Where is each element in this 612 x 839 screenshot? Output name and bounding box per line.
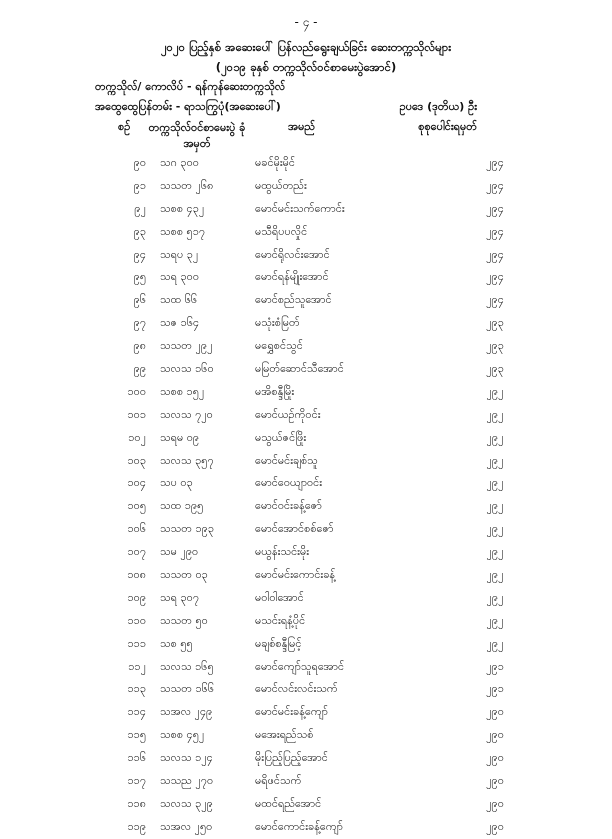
roll-number: သသတ ၂၉၂ — [160, 339, 213, 353]
roll-number: သလသ ၁၆၅ — [160, 659, 214, 673]
row-number: ၉၂ — [134, 201, 146, 215]
row-number: ၁၀၁ — [127, 407, 146, 421]
table-row — [0, 221, 612, 244]
table-row — [0, 358, 612, 381]
total-marks: ၂၉၃ — [486, 362, 504, 376]
table-row — [0, 541, 612, 564]
table-row — [0, 518, 612, 541]
table-row — [0, 289, 612, 312]
row-number: ၉၃ — [133, 224, 146, 238]
total-marks: ၂၉၀ — [486, 728, 504, 742]
row-number: ၁၁၃ — [127, 682, 146, 696]
roll-number: သသတ ၁၉၃ — [160, 522, 215, 536]
roll-number: သသတ ၂၆၈ — [160, 178, 214, 192]
row-number: ၁၀၂ — [128, 430, 146, 444]
student-name: မောင်ဝေယျာဝင်း — [255, 476, 323, 490]
total-marks: ၂၉၀ — [486, 774, 504, 788]
total-marks: ၂၉၂ — [486, 476, 504, 490]
university-line: တက္ကသိုလ်/ ကောလိပ် - ရန်ကုန်ဆေးတက္ကသိုလ် — [95, 80, 286, 93]
student-name: မောင်မင်းကောင်းခန့် — [255, 568, 336, 582]
table-row — [0, 266, 612, 289]
row-number: ၁၀၈ — [127, 568, 146, 582]
total-marks: ၂၉၂ — [486, 430, 504, 444]
document-subtitle: (၂၀၁၉ ခုနှစ် တက္ကသိုလ်ဝင်စာမေးပွဲအောင်) — [215, 60, 397, 74]
student-name: မောင်မင်းသက်ကောင်း — [255, 201, 345, 215]
header-roll-number: တက္ကသိုလ်ဝင်စာမေးပွဲ ခုံအမှတ် — [148, 121, 246, 150]
table-row — [0, 633, 612, 656]
student-name: မအိစန္ဒီမြိုး — [255, 384, 295, 398]
row-number: ၁၁၂ — [128, 659, 146, 673]
row-number: ၁၁၇ — [127, 774, 146, 788]
table-row — [0, 564, 612, 587]
roll-number: သလသ ၁၂၄ — [160, 751, 213, 765]
row-number: ၁၀၄ — [127, 476, 146, 490]
row-number: ၁၁၄ — [127, 705, 146, 719]
total-marks: ၂၉၄ — [486, 270, 504, 284]
table-row — [0, 747, 612, 770]
student-name: မယွန်းသင်းမိုး — [255, 545, 310, 559]
total-marks: ၂၉၂ — [486, 522, 504, 536]
row-number: ၉၆ — [133, 293, 146, 307]
row-number: ၉၇ — [133, 316, 146, 330]
row-number: ၁၀၅ — [127, 499, 146, 513]
total-marks: ၂၉၂ — [486, 384, 504, 398]
roll-number: သစစ ၄၃၂ — [160, 201, 205, 215]
total-marks: ၂၉၁ — [486, 659, 504, 673]
student-name: မောင်ကျော်သူရအောင် — [255, 659, 345, 673]
total-marks: ၂၉၂ — [486, 590, 504, 604]
roll-number: သထ ၆၆ — [160, 293, 198, 307]
table-row — [0, 244, 612, 267]
roll-number: သစစ ၄၅၂ — [160, 728, 205, 742]
student-name: မောင်ရန်မျိုးအောင် — [255, 270, 329, 284]
total-marks: ၂၉၂ — [486, 568, 504, 582]
total-marks: ၂၉၄ — [486, 156, 504, 169]
roll-number: သစ ၅၅ — [160, 636, 193, 650]
total-marks: ၂၉၂ — [486, 453, 504, 467]
table-row — [0, 678, 612, 701]
table-row — [0, 152, 612, 175]
table-row — [0, 312, 612, 335]
roll-number: သသတ ၀၃ — [160, 568, 208, 582]
header-marks: စုစုပေါင်းရမှတ် — [418, 120, 477, 133]
table-row — [0, 335, 612, 358]
student-name: မောင်လင်းလင်းသက် — [255, 682, 338, 696]
table-row — [0, 770, 612, 793]
roll-number: သသတ ၁၆၆ — [160, 682, 215, 696]
student-name: မထွယ်တည်း — [255, 178, 307, 192]
roll-number: သရ ၃၀၇ — [160, 590, 200, 604]
roll-number: သလသ ၃၂၉ — [160, 796, 213, 810]
row-number: ၁၀၉ — [127, 590, 146, 604]
row-number: ၉၈ — [133, 339, 146, 353]
student-name: မောင်မင်းခန့်ကျော် — [255, 705, 328, 719]
total-marks: ၂၉၂ — [486, 545, 504, 559]
student-name: မောင်ယဉ်ကိုဝင်း — [255, 407, 321, 421]
student-name: မရိဖင်သက် — [255, 774, 302, 788]
section-label: ဥပဒေ (ဒုတိယ) ဦး — [399, 100, 477, 113]
row-number: ၁၀၃ — [127, 453, 146, 467]
row-number: ၁၁၉ — [127, 819, 146, 833]
roll-number: သသည ၂၇၀ — [160, 774, 214, 788]
table-row — [0, 793, 612, 816]
page-number: - ၄ - — [294, 15, 318, 29]
student-name: မသင်းရနံ့ပိုင် — [255, 613, 306, 627]
total-marks: ၂၉၄ — [486, 224, 504, 238]
total-marks: ၂၉၂ — [486, 613, 504, 627]
row-number: ၁၀၇ — [127, 545, 146, 559]
document-title: ၂၀၂၀ ပြည့်နှစ် အဆေးပေါ် ပြန်လည်ရွေးချယ်ခြင်း ဆေးတက္ကသိုလ်များ — [160, 40, 452, 54]
roll-number: သလသ ၇၂၀ — [160, 407, 213, 421]
roll-number: သအလ ၂၄၉ — [160, 705, 213, 719]
table-row — [0, 495, 612, 518]
student-name: မထင်ရည်အောင် — [255, 796, 322, 810]
total-marks: ၂၉၃ — [486, 316, 504, 330]
student-name: မောင်ကောင်းခန့်ကျော် — [255, 819, 343, 833]
roll-number: သသတ ၅၀ — [160, 613, 208, 627]
roll-number: သရ ၃၀၀ — [160, 270, 200, 284]
row-number: ၉၄ — [133, 247, 146, 261]
student-name: မောင်စည်သူအောင် — [255, 293, 332, 307]
student-name: မသီရိပပလှိုင် — [255, 224, 308, 238]
row-number: ၁၁၁ — [127, 636, 146, 650]
student-name: မရွှေစင်သွင် — [255, 339, 303, 353]
total-marks: ၂၉၄ — [486, 201, 504, 215]
roll-number: သမ ၂၉၀ — [160, 545, 199, 559]
roll-number: သဂ ၃၀၀ — [160, 156, 199, 169]
roll-number: သဇ ၁၆၄ — [160, 316, 200, 330]
roll-number: သထ ၁၉၅ — [160, 499, 204, 513]
table-row — [0, 656, 612, 679]
student-name: မအေးရည်သစ် — [255, 728, 314, 742]
total-marks: ၂၉၀ — [486, 705, 504, 719]
table-row — [0, 610, 612, 633]
row-number: ၁၀၀ — [127, 384, 146, 398]
table-row — [0, 587, 612, 610]
row-number: ၁၁၈ — [127, 796, 146, 810]
row-number: ၁၀၆ — [127, 522, 146, 536]
row-number: ၉၅ — [133, 270, 146, 284]
student-name: မောင်အောင်စစ်ဇော် — [255, 522, 334, 536]
table-row — [0, 381, 612, 404]
roll-number: သရမ ၀၉ — [160, 430, 200, 444]
table-row — [0, 816, 612, 839]
student-name: မောင်ဝင်းခန့်ဇော် — [255, 499, 322, 513]
roll-number: သရပ ၃၂ — [160, 247, 199, 261]
row-number: ၁၁၆ — [127, 751, 146, 765]
student-name: မဝါဝါအောင် — [255, 590, 304, 604]
roll-number: သလသ ၃၅၇ — [160, 453, 214, 467]
student-name: မသွယ်ဇင်ဖြိုး — [255, 430, 307, 444]
total-marks: ၂၉၀ — [486, 796, 504, 810]
roll-number: သပ ၀၃ — [160, 476, 193, 490]
table-row — [0, 472, 612, 495]
table-row — [0, 404, 612, 427]
student-name: မောင်ရိုလင်းအောင် — [255, 247, 330, 261]
student-name: မသုံးစံမြတ် — [255, 316, 300, 330]
roll-number: သလသ ၁၆၀ — [160, 362, 214, 376]
total-marks: ၂၉၀ — [486, 751, 504, 765]
header-number: စဉ် — [118, 120, 131, 133]
student-name: မချစ်စန္ဒီမြင့် — [255, 636, 302, 650]
row-number: ၁၁၀ — [127, 613, 146, 627]
total-marks: ၂၉၄ — [486, 247, 504, 261]
category-line: အထွေထွေပြန်တမ်း - ရာသကြွပုံ(အဆေးပေါ်) — [95, 100, 281, 113]
table-row — [0, 198, 612, 221]
table-row — [0, 427, 612, 450]
table-row — [0, 724, 612, 747]
roll-number: သစစ ၅၁၇ — [160, 224, 206, 238]
student-name: မိုးပြည့်ပြည့်အောင် — [255, 751, 328, 765]
total-marks: ၂၉၄ — [486, 293, 504, 307]
row-number: ၉၁ — [133, 178, 146, 192]
total-marks: ၂၉၄ — [486, 178, 504, 192]
total-marks: ၂၉၂ — [486, 499, 504, 513]
total-marks: ၂၉၁ — [486, 682, 504, 696]
table-row — [0, 450, 612, 473]
total-marks: ၂၉၂ — [486, 407, 504, 421]
total-marks: ၂၉၀ — [486, 819, 504, 833]
student-name: မမြတ်ဆောင်သီအောင် — [255, 362, 344, 376]
header-name: အမည် — [288, 120, 316, 133]
total-marks: ၂၉၃ — [486, 339, 504, 353]
table-row — [0, 175, 612, 198]
total-marks: ၂၉၂ — [486, 636, 504, 650]
row-number: ၁၁၅ — [127, 728, 146, 742]
student-name: မောင်မင်းချစ်သူ — [255, 453, 318, 467]
table-row — [0, 701, 612, 724]
roll-number: သအလ ၂၅၀ — [160, 819, 213, 833]
results-table — [0, 152, 612, 839]
roll-number: သစစ ၁၅၂ — [160, 384, 205, 398]
student-name: မခင်မိုးမိုင် — [255, 156, 296, 169]
row-number: ၉၉ — [133, 362, 146, 376]
row-number: ၉၀ — [133, 156, 146, 169]
